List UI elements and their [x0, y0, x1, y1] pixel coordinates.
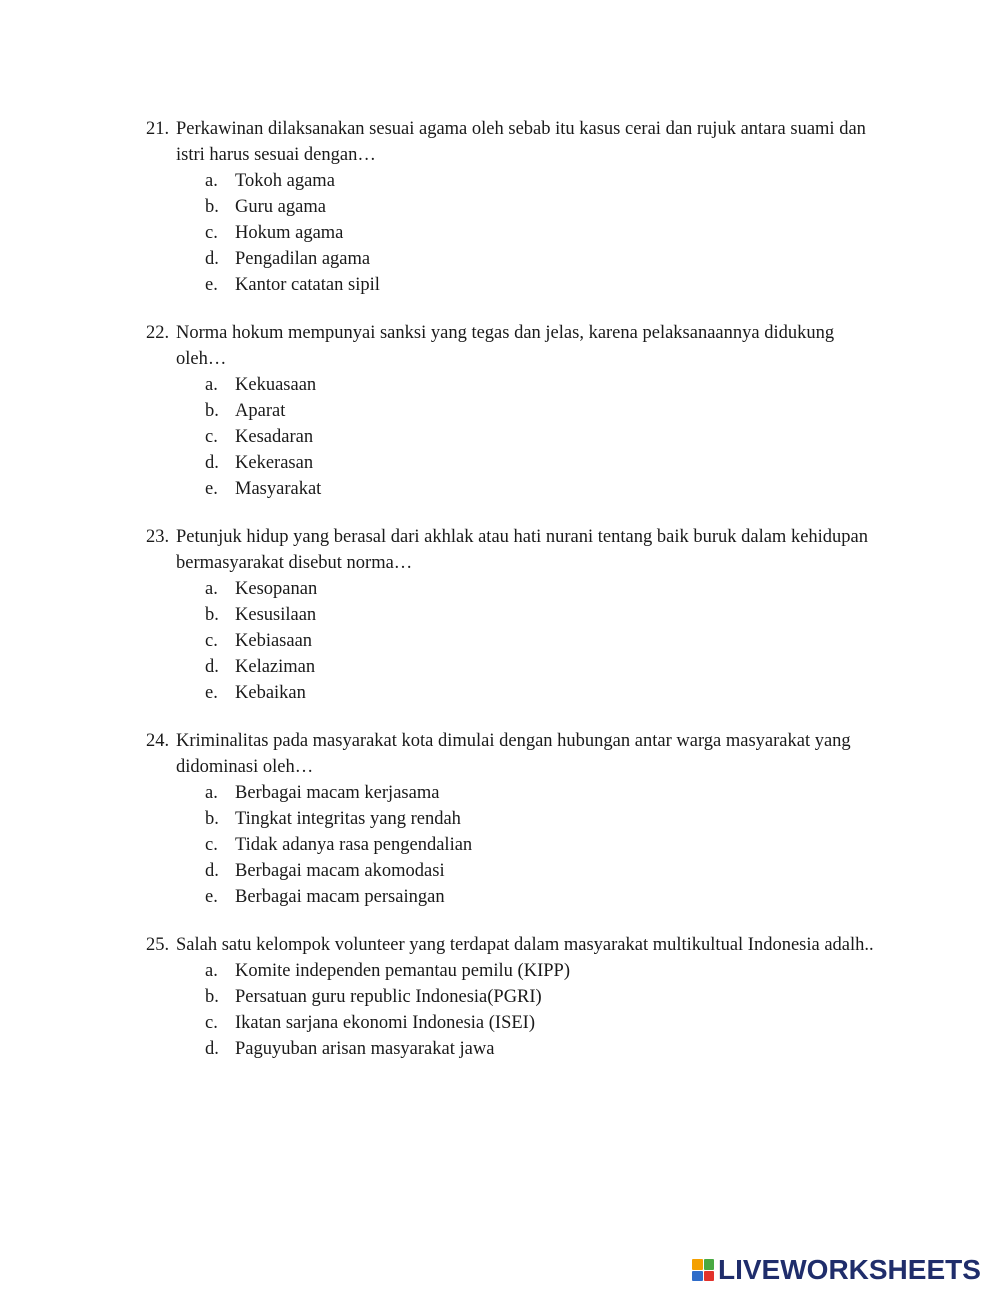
answer-options	[146, 576, 886, 706]
answer-option	[146, 398, 886, 424]
option-text: Kantor catatan sipil	[235, 275, 380, 295]
option-letter: e.	[205, 479, 218, 499]
answer-option	[146, 424, 886, 450]
option-text: Kekuasaan	[235, 375, 317, 395]
option-text: Kesadaran	[235, 427, 314, 447]
option-letter: a.	[205, 783, 218, 803]
question-number: 25.	[146, 935, 170, 955]
option-letter: a.	[205, 171, 218, 191]
question-item	[146, 728, 886, 910]
answer-option	[146, 654, 886, 680]
option-text: Guru agama	[235, 197, 326, 217]
answer-option	[146, 680, 886, 706]
answer-options	[146, 780, 886, 910]
question-body: Kriminalitas pada masyarakat kota dimulai dengan hubungan antar warga masyarakat yang didominasi oleh…	[176, 731, 851, 777]
option-letter: d.	[205, 249, 219, 269]
question-item	[146, 524, 886, 706]
question-item	[146, 320, 886, 502]
option-text: Berbagai macam akomodasi	[235, 861, 445, 881]
option-letter: d.	[205, 453, 219, 473]
option-text: Aparat	[235, 401, 286, 421]
option-letter: c.	[205, 1013, 218, 1033]
option-text: Masyarakat	[235, 479, 322, 499]
answer-option	[146, 246, 886, 272]
option-letter: d.	[205, 861, 219, 881]
question-number: 23.	[146, 527, 170, 547]
option-letter: c.	[205, 835, 218, 855]
answer-options	[146, 168, 886, 298]
answer-option	[146, 602, 886, 628]
option-letter: a.	[205, 375, 218, 395]
option-letter: c.	[205, 223, 218, 243]
logo-tile-icon	[692, 1259, 703, 1270]
answer-option	[146, 780, 886, 806]
question-number: 21.	[146, 119, 170, 139]
option-text: Tokoh agama	[235, 171, 335, 191]
option-letter: c.	[205, 427, 218, 447]
option-letter: d.	[205, 1039, 219, 1059]
answer-option	[146, 1010, 886, 1036]
answer-option	[146, 476, 886, 502]
liveworksheets-watermark	[692, 1255, 981, 1285]
answer-option	[146, 1036, 886, 1062]
option-letter: a.	[205, 579, 218, 599]
question-item	[146, 932, 886, 1062]
option-text: Kesopanan	[235, 579, 318, 599]
option-text: Komite independen pemantau pemilu (KIPP)	[235, 961, 570, 981]
option-letter: a.	[205, 961, 218, 981]
option-text: Kebiasaan	[235, 631, 313, 651]
option-text: Kesusilaan	[235, 605, 317, 625]
answer-option	[146, 884, 886, 910]
option-text: Tidak adanya rasa pengendalian	[235, 835, 473, 855]
answer-option	[146, 220, 886, 246]
option-text: Pengadilan agama	[235, 249, 371, 269]
logo-tile-icon	[704, 1271, 715, 1282]
watermark-text: LIVEWORKSHEETS	[718, 1254, 981, 1285]
option-text: Hokum agama	[235, 223, 344, 243]
answer-option	[146, 832, 886, 858]
option-text: Persatuan guru republic Indonesia(PGRI)	[235, 987, 542, 1007]
option-text: Tingkat integritas yang rendah	[235, 809, 461, 829]
question-item	[146, 116, 886, 298]
question-body: Petunjuk hidup yang berasal dari akhlak atau hati nurani tentang baik buruk dalam kehidupan bermasyarakat disebut norma…	[176, 527, 869, 573]
option-letter: b.	[205, 605, 219, 625]
question-body: Salah satu kelompok volunteer yang terdapat dalam masyarakat multikultual Indonesia adalh..	[176, 935, 874, 955]
option-text: Berbagai macam kerjasama	[235, 783, 440, 803]
logo-tile-icon	[704, 1259, 715, 1270]
option-letter: b.	[205, 809, 219, 829]
option-text: Kekerasan	[235, 453, 314, 473]
answer-option	[146, 272, 886, 298]
option-letter: e.	[205, 887, 218, 907]
question-text	[146, 524, 886, 576]
option-letter: e.	[205, 275, 218, 295]
option-letter: b.	[205, 197, 219, 217]
option-text: Berbagai macam persaingan	[235, 887, 445, 907]
option-letter: b.	[205, 401, 219, 421]
option-letter: b.	[205, 987, 219, 1007]
question-text	[146, 116, 886, 168]
answer-option	[146, 858, 886, 884]
option-letter: e.	[205, 683, 218, 703]
answer-option	[146, 984, 886, 1010]
question-list	[146, 116, 886, 1084]
question-text	[146, 320, 886, 372]
answer-option	[146, 576, 886, 602]
option-letter: c.	[205, 631, 218, 651]
option-text: Ikatan sarjana ekonomi Indonesia (ISEI)	[235, 1013, 536, 1033]
answer-options	[146, 372, 886, 502]
answer-option	[146, 372, 886, 398]
option-text: Kelaziman	[235, 657, 316, 677]
answer-options	[146, 958, 886, 1062]
liveworksheets-logo-icon	[692, 1259, 714, 1281]
question-text	[146, 728, 886, 780]
answer-option	[146, 806, 886, 832]
answer-option	[146, 628, 886, 654]
option-letter: d.	[205, 657, 219, 677]
answer-option	[146, 958, 886, 984]
logo-tile-icon	[692, 1271, 703, 1282]
question-body: Perkawinan dilaksanakan sesuai agama oleh sebab itu kasus cerai dan rujuk antara suami dan istri harus sesuai dengan…	[176, 119, 866, 165]
question-number: 24.	[146, 731, 170, 751]
answer-option	[146, 450, 886, 476]
option-text: Paguyuban arisan masyarakat jawa	[235, 1039, 495, 1059]
option-text: Kebaikan	[235, 683, 306, 703]
question-number: 22.	[146, 323, 170, 343]
answer-option	[146, 194, 886, 220]
answer-option	[146, 168, 886, 194]
question-body: Norma hokum mempunyai sanksi yang tegas dan jelas, karena pelaksanaannya didukung oleh…	[176, 323, 835, 369]
question-text	[146, 932, 886, 958]
